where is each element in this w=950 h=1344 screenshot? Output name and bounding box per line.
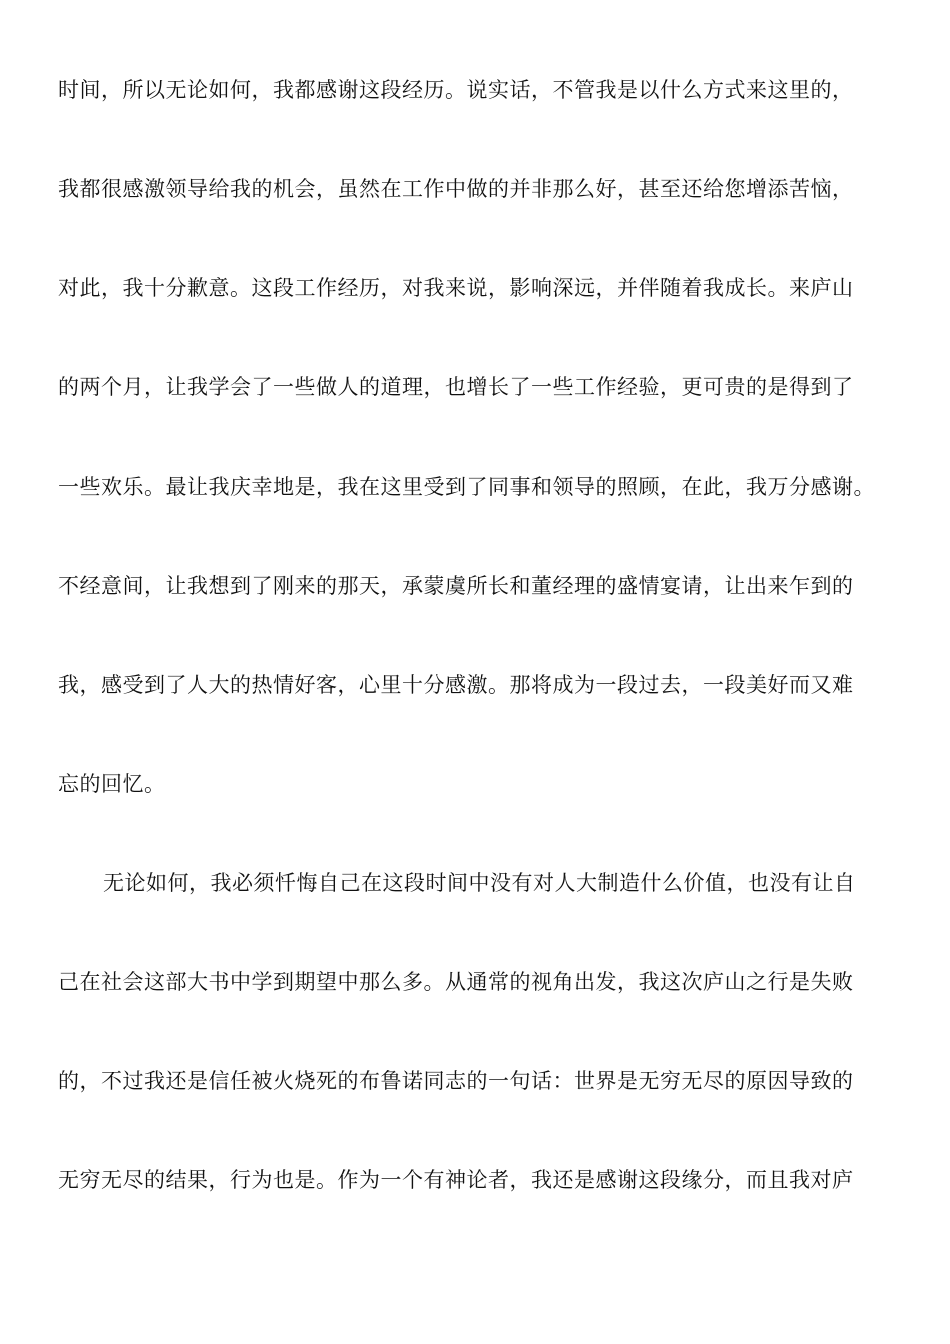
text-line: 时间，所以无论如何，我都感谢这段经历。说实话，不管我是以什么方式来这里的， <box>58 78 854 102</box>
text-line: 己在社会这部大书中学到期望中那么多。从通常的视角出发，我这次庐山之行是失败 <box>58 970 854 994</box>
text-line: 一些欢乐。最让我庆幸地是，我在这里受到了同事和领导的照顾，在此，我万分感谢。 <box>58 475 875 499</box>
text-line: 我都很感激领导给我的机会，虽然在工作中做的并非那么好，甚至还给您增添苦恼， <box>58 177 854 201</box>
text-line: 的，不过我还是信任被火烧死的布鲁诺同志的一句话：世界是无穷无尽的原因导致的 <box>58 1069 854 1093</box>
text-line: 我，感受到了人大的热情好客，心里十分感激。那将成为一段过去，一段美好而又难 <box>58 673 854 697</box>
text-line: 对此，我十分歉意。这段工作经历，对我来说，影响深远，并伴随着我成长。来庐山 <box>58 276 854 300</box>
text-line: 不经意间，让我想到了刚来的那天，承蒙虞所长和董经理的盛情宴请，让出来乍到的 <box>58 574 854 598</box>
text-line: 的两个月，让我学会了一些做人的道理，也增长了一些工作经验，更可贵的是得到了 <box>58 375 854 399</box>
text-line: 忘的回忆。 <box>58 772 166 796</box>
text-line: 无论如何，我必须忏悔自己在这段时间中没有对人大制造什么价值，也没有让自 <box>103 871 856 895</box>
text-line: 无穷无尽的结果，行为也是。作为一个有神论者，我还是感谢这段缘分，而且我对庐 <box>58 1168 854 1192</box>
